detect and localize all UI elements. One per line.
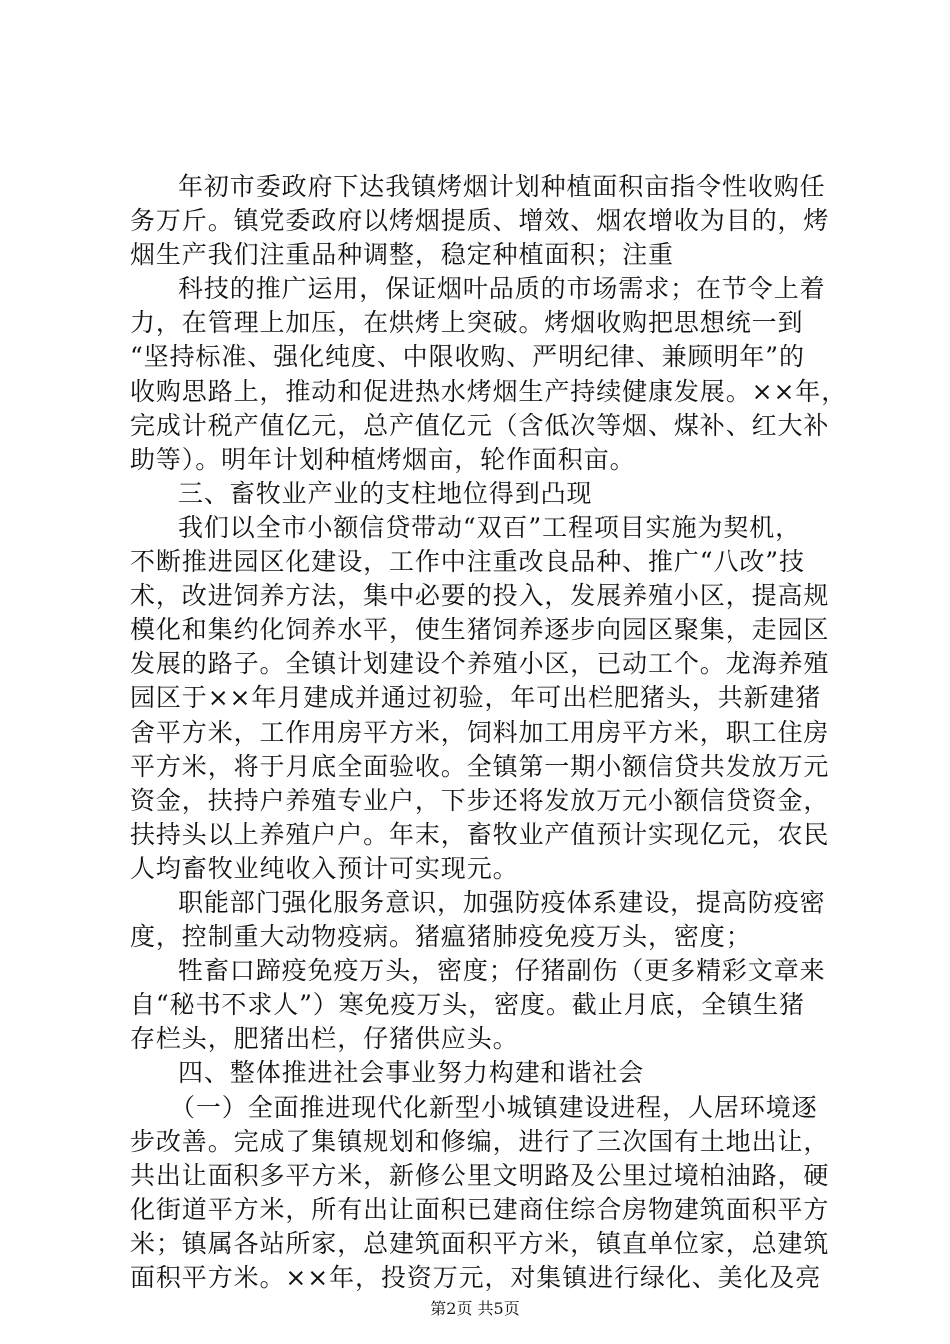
text-line: 步改善。完成了集镇规划和修编，进行了三次国有土地出让， [130, 1126, 830, 1156]
text-line: （一）全面推进现代化新型小城镇建设进程，人居环境逐 [170, 1092, 818, 1122]
text-line: 舍平方米，工作用房平方米，饲料加工用房平方米，职工住房 [130, 717, 830, 747]
text-line: “坚持标准、强化纯度、中限收购、严明纪律、兼顾明年”的 [130, 342, 805, 372]
text-line: 园区于××年月建成并通过初验，年可出栏肥猪头，共新建猪 [130, 683, 822, 713]
text-line: 化街道平方米，所有出让面积已建商住综合房物建筑面积平方 [130, 1194, 830, 1224]
text-line: 共出让面积多平方米，新修公里文明路及公里过境柏油路，硬 [130, 1160, 830, 1190]
text-line: 术，改进饲养方法，集中必要的投入，发展养殖小区，提高规 [130, 581, 830, 611]
text-line: 力，在管理上加压，在烘烤上突破。烤烟收购把思想统一到 [130, 308, 804, 338]
text-line: 收购思路上，推动和促进热水烤烟生产持续健康发展。××年， [130, 376, 848, 406]
text-line: 牲畜口蹄疫免疫万头，密度；仔猪副伤（更多精彩文章来 [178, 956, 826, 986]
text-line: 我们以全市小额信贷带动“双百”工程项目实施为契机， [178, 512, 802, 542]
text-line: 模化和集约化饲养水平，使生猪饲养逐步向园区聚集，走园区 [130, 615, 830, 645]
text-line: 米；镇属各站所家，总建筑面积平方米，镇直单位家，总建筑 [130, 1228, 830, 1258]
text-line: 年初市委政府下达我镇烤烟计划种植面积亩指令性收购任 [178, 172, 826, 201]
text-line: 资金，扶持户养殖专业户，下步还将发放万元小额信贷资金， [130, 785, 830, 815]
text-line: 职能部门强化服务意识，加强防疫体系建设，提高防疫密 [178, 887, 826, 917]
text-line: 存栏头，肥猪出栏，仔猪供应头。 [130, 1024, 519, 1054]
text-line: 科技的推广运用，保证烟叶品质的市场需求；在节令上着 [178, 274, 826, 304]
text-line: 平方米，将于月底全面验收。全镇第一期小额信贷共发放万元 [130, 751, 830, 781]
text-line: 完成计税产值亿元，总产值亿元（含低次等烟、煤补、红大补 [130, 410, 830, 440]
document-body [130, 170, 848, 1295]
text-line: 三、畜牧业产业的支柱地位得到凸现 [178, 478, 593, 508]
text-line: 人均畜牧业纯收入预计可实现元。 [130, 853, 519, 883]
text-line: 面积平方米。××年，投资万元，对集镇进行绿化、美化及亮 [130, 1263, 822, 1292]
text-line: 自“秘书不求人”）寒免疫万头，密度。截止月底，全镇生猪 [130, 990, 805, 1020]
text-line: 扶持头以上养殖户户。年末，畜牧业产值预计实现亿元，农民 [130, 819, 830, 849]
page-footer: 第2页 共5页 [430, 1299, 520, 1318]
text-line: 度，控制重大动物疫病。猪瘟猪肺疫免疫万头，密度； [130, 922, 752, 952]
text-line: 不断推进园区化建设，工作中注重改良品种、推广“八改”技 [130, 547, 805, 577]
text-line: 务万斤。镇党委政府以烤烟提质、增效、烟农增收为目的，烤 [130, 206, 830, 236]
text-line: 助等）。明年计划种植烤烟亩，轮作面积亩。 [130, 444, 636, 474]
text-line: 烟生产我们注重品种调整，稳定种植面积；注重 [130, 240, 674, 270]
text-line: 发展的路子。全镇计划建设个养殖小区，已动工个。龙海养殖 [130, 649, 830, 679]
text-line: 四、整体推进社会事业努力构建和谐社会 [178, 1058, 645, 1088]
